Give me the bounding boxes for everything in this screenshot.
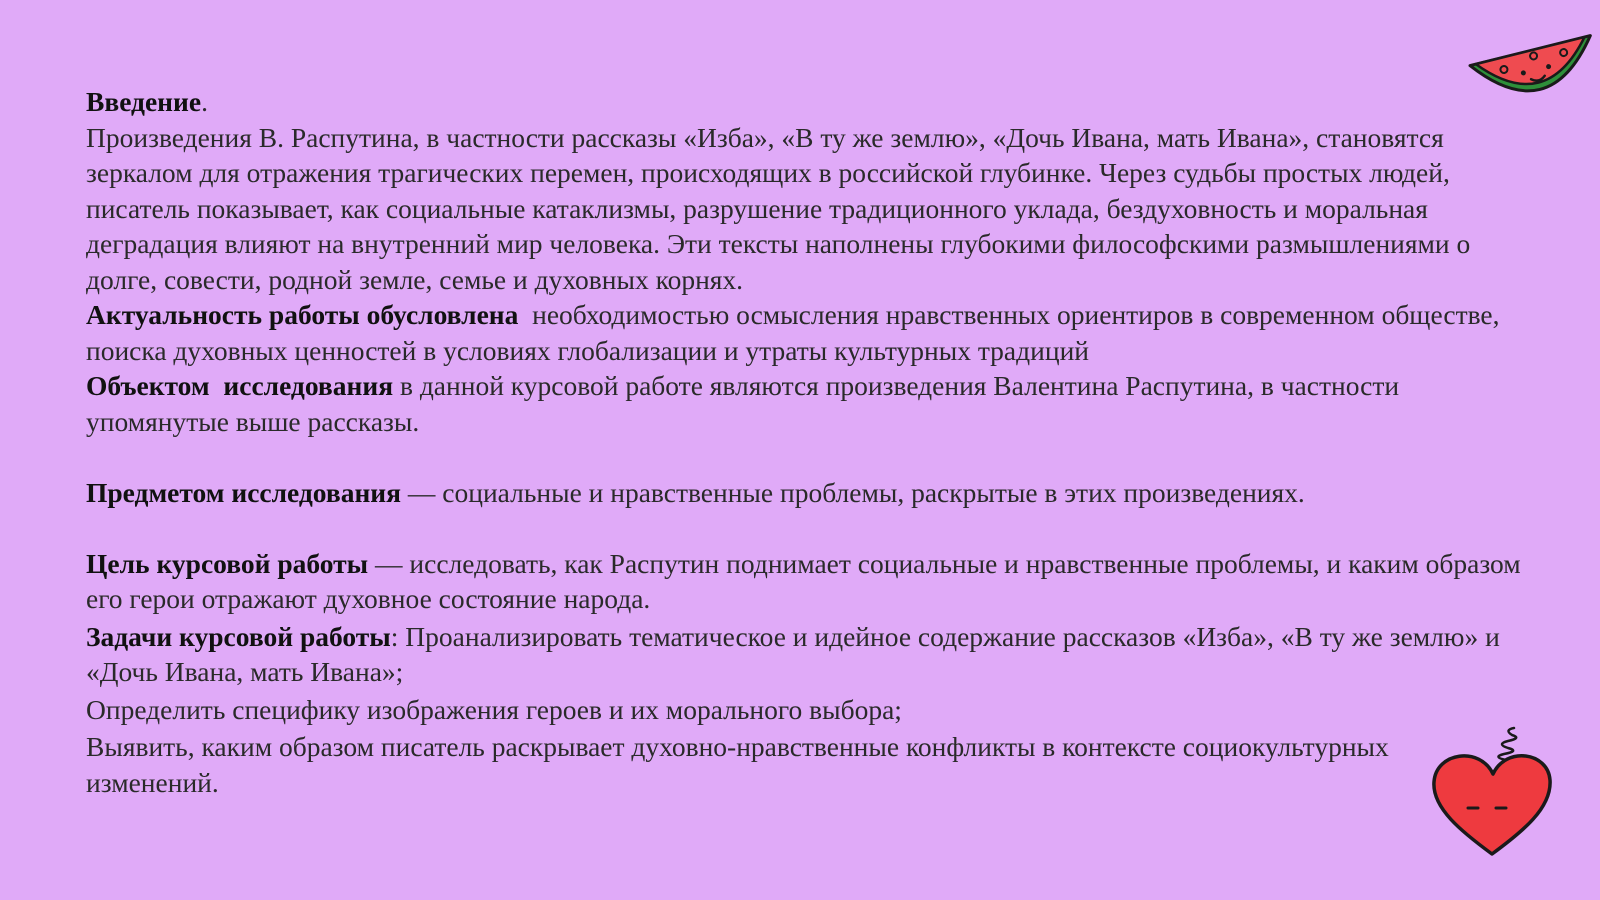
goal-text: — исследовать, как Распутин поднимает социальные и нравственные проблемы, и каким образом его герои отражают духовное состояние народа. <box>86 547 1521 614</box>
relevance-paragraph <box>86 297 1526 368</box>
tasks-label: Задачи курсовой работы <box>86 620 391 652</box>
watermelon-icon <box>1465 20 1600 112</box>
slide-text <box>86 84 1526 800</box>
object-text: в данной курсовой работе являются произведения Валентина Распутина, в частности упомянутые выше рассказы. <box>86 370 1400 437</box>
intro-heading: Введение <box>86 86 202 117</box>
heart-icon <box>1428 716 1558 866</box>
blank-line <box>86 510 1526 546</box>
goal-label: Цель курсовой работы <box>86 547 369 579</box>
goal-paragraph <box>86 546 1526 617</box>
tasks-paragraph <box>86 619 1526 690</box>
tasks-text: : Проанализировать тематическое и идейное содержание рассказов «Изба», «В ту же землю» и «Дочь Ивана, мать Ивана»; <box>86 620 1500 687</box>
subject-text: — социальные и нравственные проблемы, раскрытые в этих произведениях. <box>401 476 1305 508</box>
relevance-label: Актуальность работы обусловлена <box>86 299 519 330</box>
intro-text: Произведения В. Распутина, в частности рассказы «Изба», «В ту же землю», «Дочь Ивана, мать Ивана», становятся зеркалом для отражения трагических перемен, происходящих в российской глубинке. Через судьбы простых людей, писатель показывает, как социальные катаклизмы, разрушение традиционного уклада, бездуховность и моральная деградация влияют на внутренний мир человека. Эти тексты наполнены глубокими философскими размышлениями о долге, совести, родной земле, семье и духовных корнях. <box>86 121 1471 295</box>
intro-heading-dot: . <box>201 86 208 117</box>
task-item: Выявить, каким образом писатель раскрывает духовно-нравственные конфликты в контексте социокультурных изменений. <box>86 731 1389 798</box>
object-label: Объектом исследования <box>86 370 394 401</box>
intro-paragraph <box>86 84 1526 120</box>
object-paragraph <box>86 368 1526 439</box>
relevance-text: необходимостью осмысления нравственных ориентиров в современном обществе, поиска духовных ценностей в условиях глобализации и утраты культурных традиций <box>86 299 1507 366</box>
subject-paragraph <box>86 475 1526 511</box>
blank-line <box>86 439 1526 475</box>
subject-label: Предметом исследования <box>86 476 402 508</box>
task-item: Определить специфику изображения героев и их морального выбора; <box>86 693 902 725</box>
